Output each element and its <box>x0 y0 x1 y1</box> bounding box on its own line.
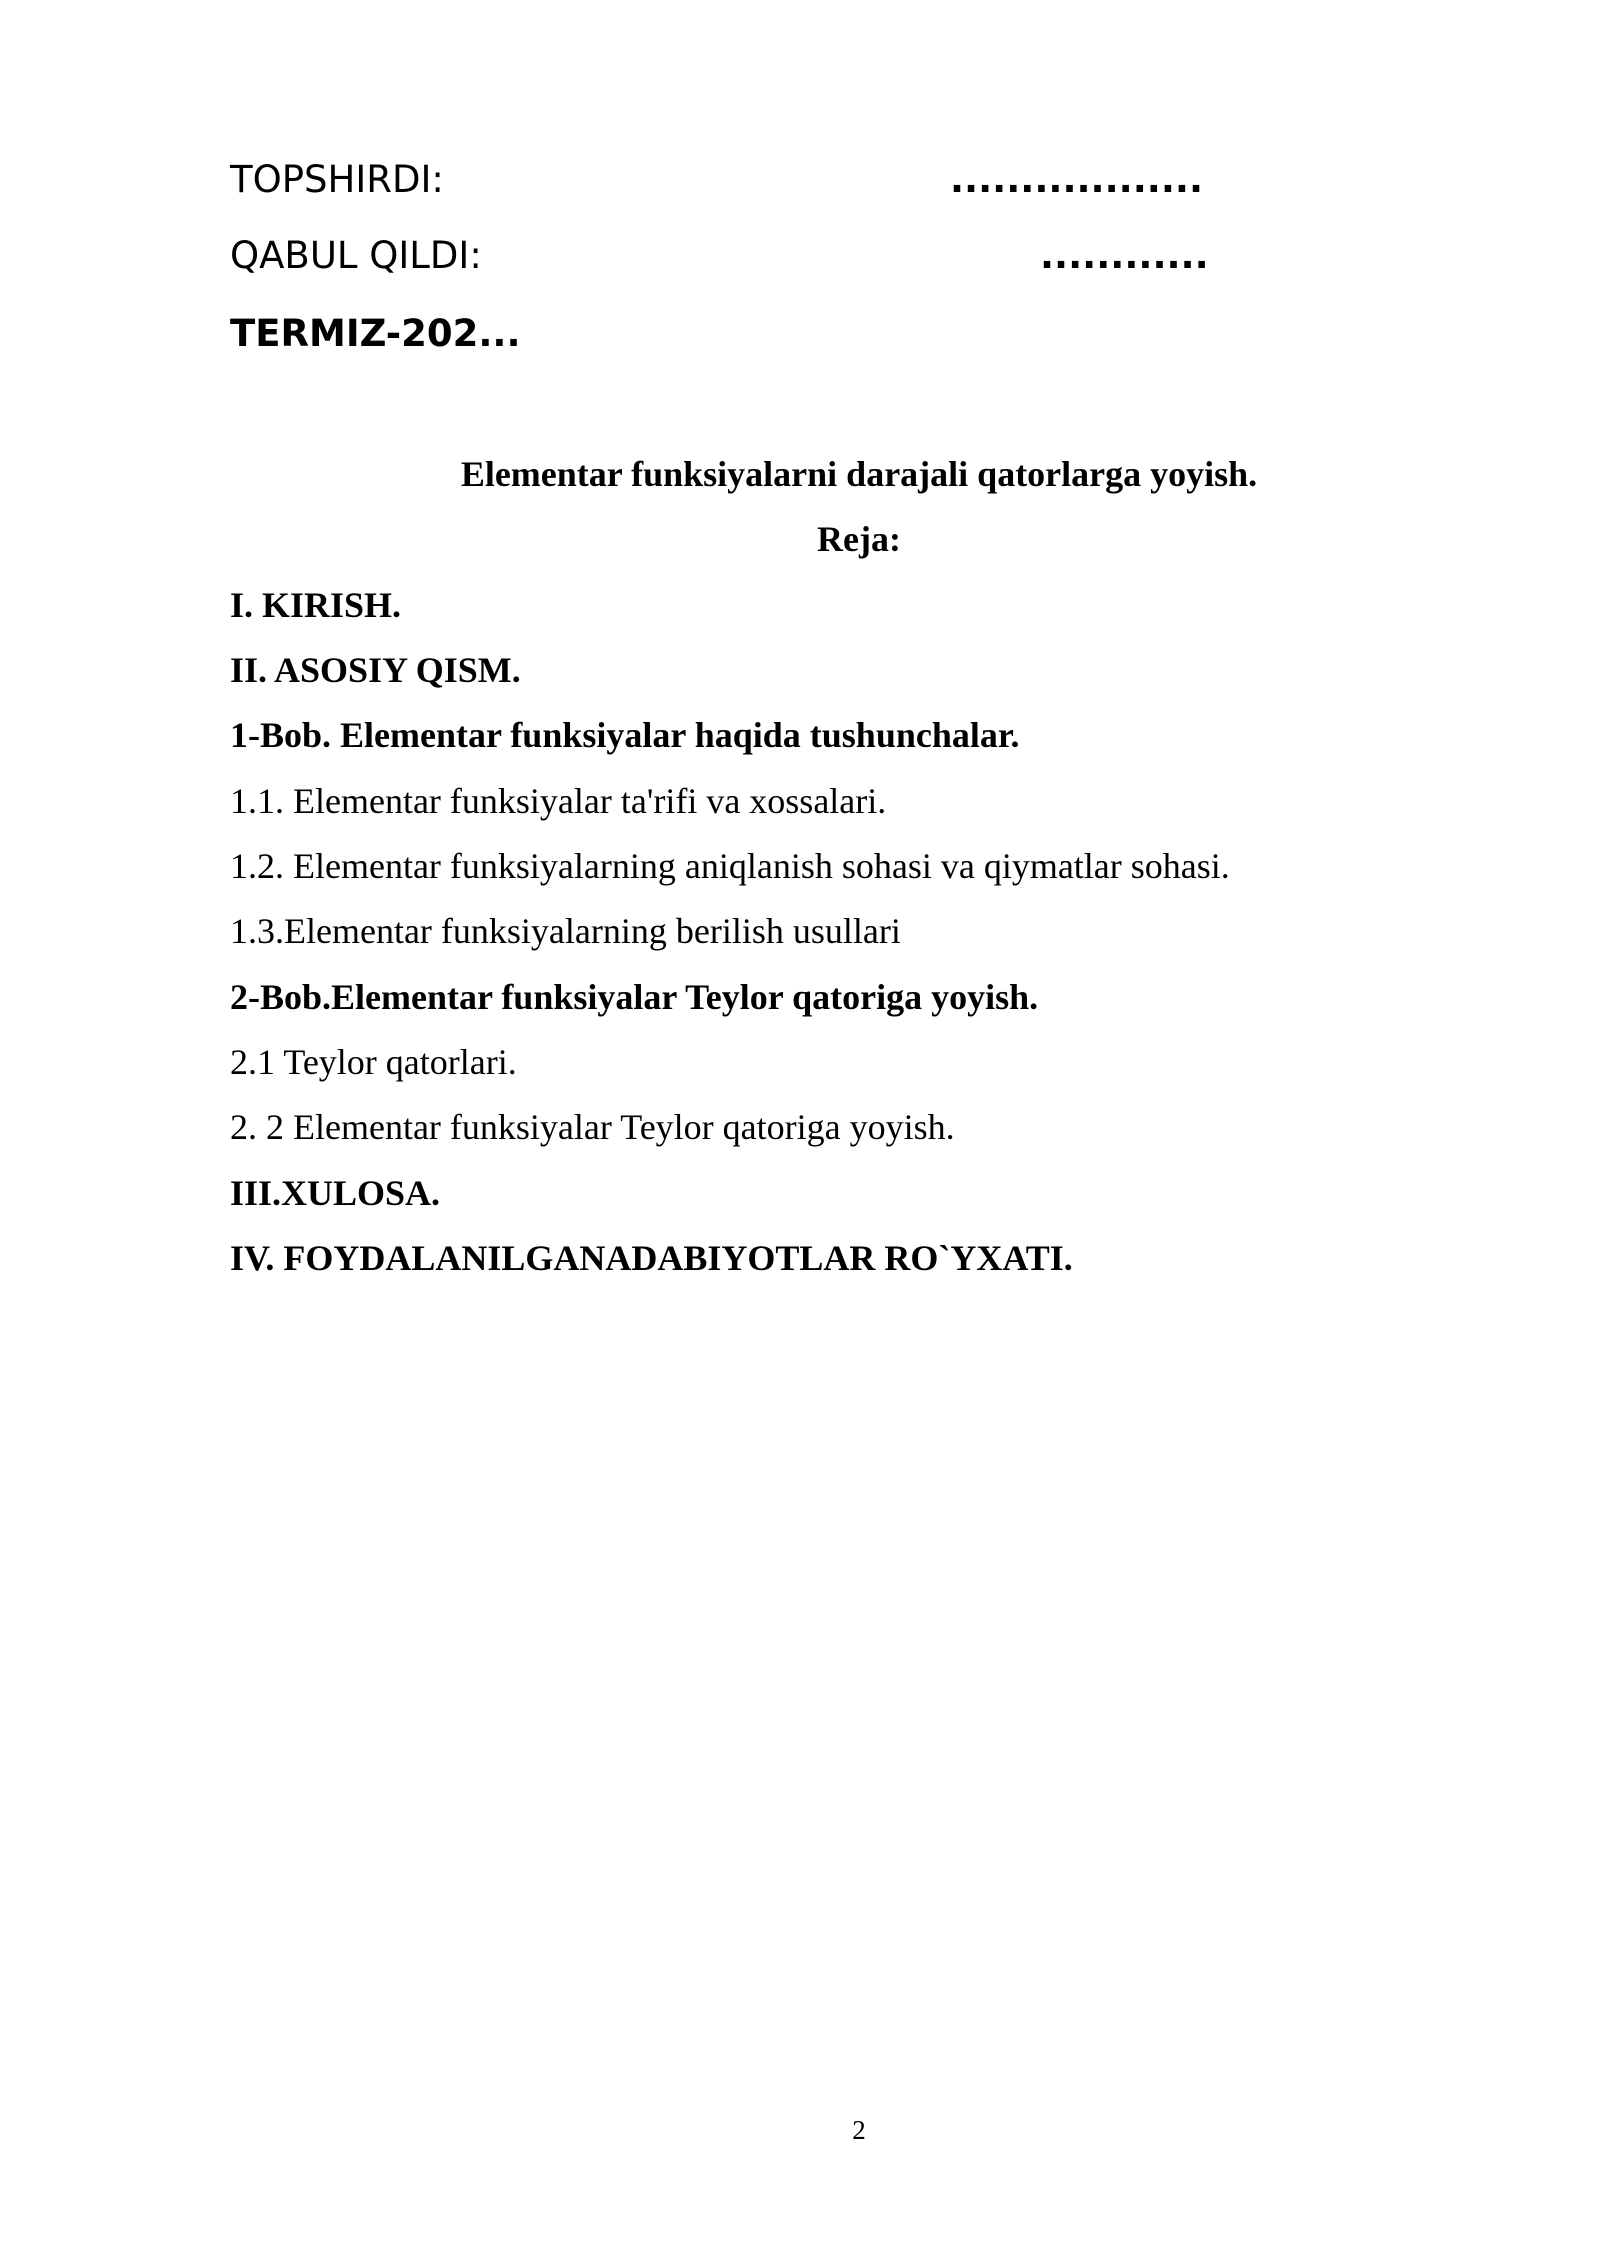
toc-item: 2-Bob.Elementar funksiyalar Teylor qatoriga yoyish. <box>230 977 1039 1017</box>
toc-item: II. ASOSIY QISM. <box>230 650 521 690</box>
toc-item: 2.1 Teylor qatorlari. <box>230 1042 517 1082</box>
accepted-value: ............ <box>1040 234 1209 277</box>
document-title: Elementar funksiyalarni darajali qatorlarga yoyish. <box>460 454 1258 494</box>
toc-item: 1-Bob. Elementar funksiyalar haqida tushunchalar. <box>230 715 1020 755</box>
accepted-label: QABUL QILDI: <box>230 234 482 277</box>
plan-heading: Reja: <box>817 519 901 559</box>
page-number: 2 <box>852 2115 866 2145</box>
submitted-label: TOPSHIRDI: <box>230 158 444 201</box>
toc-item: 1.1. Elementar funksiyalar ta'rifi va xossalari. <box>230 781 887 821</box>
toc-item: III.XULOSA. <box>230 1173 441 1213</box>
toc-item: 1.2. Elementar funksiyalarning aniqlanish sohasi va qiymatlar sohasi. <box>230 846 1230 886</box>
toc-item: 1.3.Elementar funksiyalarning berilish usullari <box>230 911 901 951</box>
toc-item: 2. 2 Elementar funksiyalar Teylor qatoriga yoyish. <box>230 1107 955 1147</box>
submitted-value: .................. <box>950 158 1204 201</box>
toc-item: IV. FOYDALANILGANADABIYOTLAR RO`YXATI. <box>230 1238 1073 1278</box>
place-year: TERMIZ-202... <box>230 312 521 355</box>
toc-item: I. KIRISH. <box>230 585 402 625</box>
